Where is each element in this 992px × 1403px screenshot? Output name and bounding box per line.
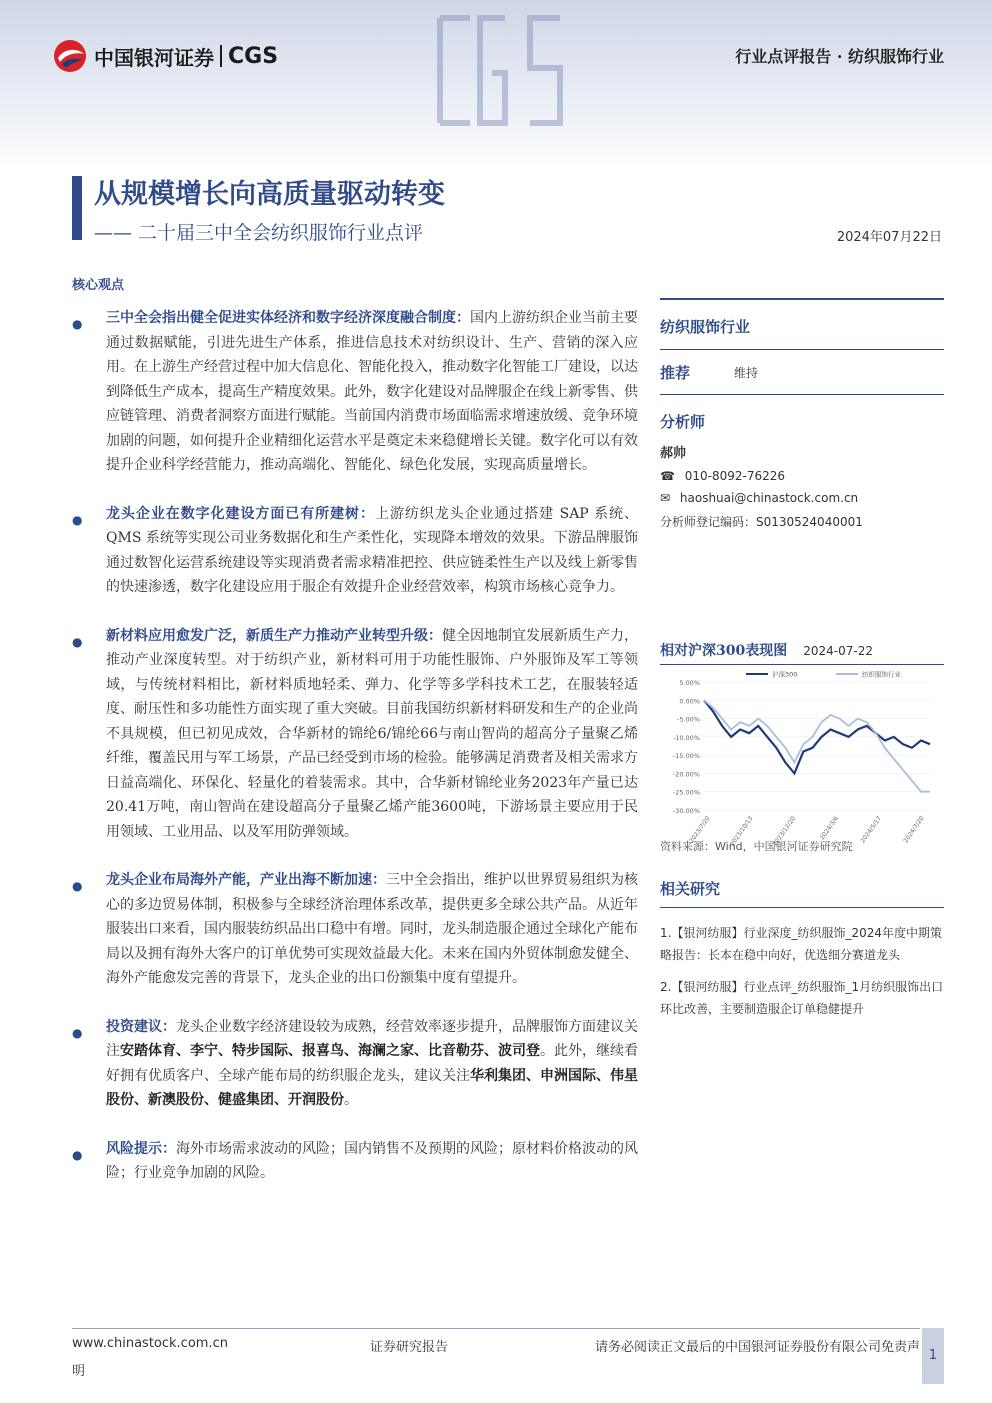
analyst-email[interactable]: haoshuai@chinastock.com.cn	[679, 491, 859, 505]
bullet-lead: 龙头企业布局海外产能，产业出海不断加速：	[106, 872, 386, 888]
rating-value: 维持	[734, 365, 759, 380]
rating-row	[660, 350, 944, 394]
list-item	[72, 502, 638, 600]
related-item[interactable]: 2.【银河纺服】行业点评_纺织服饰_1月纺织服饰出口环比改善，主要制造服企订单稳健提升	[660, 980, 944, 1016]
chart-title: 相对沪深300表现图	[660, 643, 788, 659]
bullet-text: 龙头企业数字经济建设较为成熟，经营效率逐步提升，品牌服饰方面建议关注	[106, 1018, 638, 1059]
bullet-lead: 三中全会指出健全促进实体经济和数字经济深度融合制度：	[106, 310, 470, 326]
y-tick-label: -20.00%	[672, 770, 700, 779]
report-date: 2024年07月22日	[836, 230, 942, 245]
company-name-cn: 中国银河证券	[94, 45, 214, 70]
x-tick-label: 2024/5/17	[859, 815, 883, 845]
main-content	[72, 306, 638, 1210]
related-research	[660, 878, 944, 1020]
footer-url[interactable]: www.chinastock.com.cn	[72, 1336, 228, 1351]
divider	[660, 394, 944, 395]
cgs-watermark	[430, 8, 570, 133]
bullet-text: 。此外，继续看好拥有优质客户、全球产能布局的纺织服企龙头，建议关注	[106, 1043, 638, 1084]
list-item	[72, 1015, 638, 1113]
chart-date: 2024-07-22	[803, 644, 873, 658]
company-list-b: 华利集团、申洲国际、伟星股份、新澳股份、健盛集团、开润股份	[106, 1067, 638, 1108]
chart-source: 资料来源：Wind，中国银河证券研究院	[660, 840, 853, 853]
x-tick-label: 2023/12/20	[771, 815, 798, 848]
legend-label: 纺织服饰行业	[862, 670, 901, 679]
bullet-text: 。	[344, 1092, 358, 1108]
related-item[interactable]: 1.【银河纺服】行业深度_纺织服饰_2024年度中期策略报告：长本在稳中向好，优选细分赛道龙头	[660, 926, 942, 962]
title-accent-bar	[72, 176, 82, 240]
analyst-name: 郝帅	[660, 446, 687, 461]
divider	[660, 907, 944, 908]
logo-divider	[220, 45, 222, 67]
company-logo	[52, 36, 278, 76]
phone-icon: ☎	[660, 469, 675, 483]
bullet-text: 海外市场需求波动的风险；国内销售不及预期的风险；原材料价格波动的风险；行业竞争加剧的风险。	[106, 1140, 638, 1181]
analyst-phone: 010-8092-76226	[684, 469, 786, 483]
chart-title-row	[660, 640, 944, 660]
related-title: 相关研究	[660, 880, 721, 898]
company-list-a: 安踏体育、李宁、特步国际、报喜鸟、海澜之家、比音勒芬、波司登	[120, 1043, 540, 1059]
bullet-text: 三中全会指出，维护以世界贸易组织为核心的多边贸易体制，积极参与全球经济治理体系改革，提供更多全球公共产品。从近年服装出口来看，国内服装纺织品出口稳中有增。同时，龙头制造服企通过全球化产能布局以及拥有海外大客户的订单优势可实现效益最大化。未来在国内外贸体制愈发健全、海外产能愈发完善的背景下，龙头企业的出口份额集中度有望提升。	[106, 872, 638, 986]
page-title: 从规模增长向高质量驱动转变	[94, 179, 445, 210]
y-tick-label: 0.00%	[679, 697, 700, 706]
x-tick-label: 2023/7/20	[688, 815, 712, 845]
list-item	[72, 868, 638, 991]
legend-label: 沪深300	[772, 670, 798, 679]
series-line	[704, 700, 930, 791]
page-subtitle: —— 二十届三中全会纺织服饰行业点评	[94, 222, 424, 244]
y-tick-label: 5.00%	[679, 679, 700, 687]
divider	[660, 298, 944, 300]
footer-disclaimer: 请务必阅读正文最后的中国银河证券股份有限公司免责声	[594, 1340, 920, 1355]
report-type: 行业点评报告 · 纺织服饰行业	[735, 47, 944, 66]
footer-disclaimer-tail: 明	[72, 1364, 86, 1379]
analyst-phone-row	[660, 469, 944, 483]
bullet-lead: 龙头企业在数字化建设方面已有所建树：	[106, 505, 375, 522]
y-tick-label: -5.00%	[677, 715, 700, 724]
analyst-title: 分析师	[660, 413, 706, 431]
x-tick-label: 2024/3/6	[818, 815, 841, 842]
y-tick-label: -25.00%	[672, 788, 700, 797]
email-icon: ✉	[660, 491, 671, 505]
footer-divider	[72, 1328, 920, 1329]
bullet-text: 上游纺织龙头企业通过搭建 SAP 系统、QMS 系统等实现公司业务数据化和生产柔性化，实现降本增效的效果。下游品牌服饰通过数智化运营系统建设等实现消费者需求精准把控、供应链柔性生产以及线上新零售的快速渗透，数字化建设应用于服企有效提升企业经营效率，构筑市场核心竞争力。	[106, 505, 639, 595]
sidebar-rating-block	[660, 298, 944, 530]
list-item	[72, 306, 638, 478]
bullet-icon: ●	[72, 1025, 83, 1040]
bullet-lead: 新材料应用愈发广泛，新质生产力推动产业转型升级：	[106, 627, 442, 644]
bullet-text: 国内上游纺织企业当前主要通过数据赋能，引进先进生产体系，推进信息技术对纺织设计、生产、营销的深入应用。在上游生产经营过程中加大信息化、智能化投入，推动数字化智能工厂建设，以达到降低生产成本，提高生产精度效果。此外，数字化建设对品牌服企在线上新零售、供应链管理、消费者洞察方面进行赋能。当前国内消费市场面临需求增速放缓、竞争环境加剧的问题，如何提升企业精细化运营水平是奠定未来稳健增长关键。数字化可以有效提升企业科学经营能力，推动高端化、智能化、绿色化发展，实现高质量增长。	[106, 310, 638, 473]
bullet-icon: ●	[72, 512, 83, 527]
y-tick-label: -10.00%	[672, 733, 700, 742]
list-item	[72, 1137, 638, 1186]
bullet-icon: ●	[72, 634, 83, 649]
bullet-lead: 风险提示：	[106, 1140, 176, 1157]
sidebar-industry: 纺织服饰行业	[660, 318, 751, 336]
company-name-en: CGS	[228, 43, 279, 69]
bullet-icon: ●	[72, 317, 83, 331]
analyst-email-row	[660, 491, 944, 505]
section-label: 核心观点	[72, 278, 125, 293]
y-tick-label: -15.00%	[672, 752, 700, 761]
bullet-text: 健全因地制宜发展新质生产力，推动产业深度转型。对于纺织产业，新材料可用于功能性服饰、户外服饰及军工等领域，与传统材料相比，新材料质地轻柔、弹力、化学等多学科技术工艺，在服装轻适度、耐压性和多功能性方面实现了重大突破。目前我国纺织新材料研发和生产的企业尚不具规模，但已初见成效，合华新材的锦纶6/锦纶66与南山智尚的超高分子量聚乙烯纤维，覆盖民用与军工场景，产品已经受到市场的检验。能够满足消费者及相关需求方日益高端化、环保化、轻量化的着装需求。其中，合华新材锦纶业务2023年产量已达20.41万吨，南山智尚在建设超高分子量聚乙烯产能3600吨，下游场景主要应用于民用领域、工业用品、以及军用防弹领域。	[106, 627, 638, 840]
performance-chart	[660, 660, 944, 850]
bullet-lead: 投资建议：	[106, 1018, 176, 1035]
footer-label: 证券研究报告	[370, 1340, 449, 1355]
bullet-icon: ●	[72, 1147, 83, 1162]
rating-label: 推荐	[660, 363, 691, 382]
list-item	[72, 624, 638, 845]
x-tick-label: 2024/7/20	[902, 815, 926, 845]
page-number: 1	[922, 1328, 944, 1384]
bullet-icon: ●	[72, 879, 83, 893]
y-tick-label: -30.00%	[672, 807, 700, 815]
x-tick-label: 2023/10/13	[728, 815, 755, 848]
logo-icon	[52, 38, 88, 74]
analyst-cert: 分析师登记编码：S0130524040001	[660, 515, 863, 529]
